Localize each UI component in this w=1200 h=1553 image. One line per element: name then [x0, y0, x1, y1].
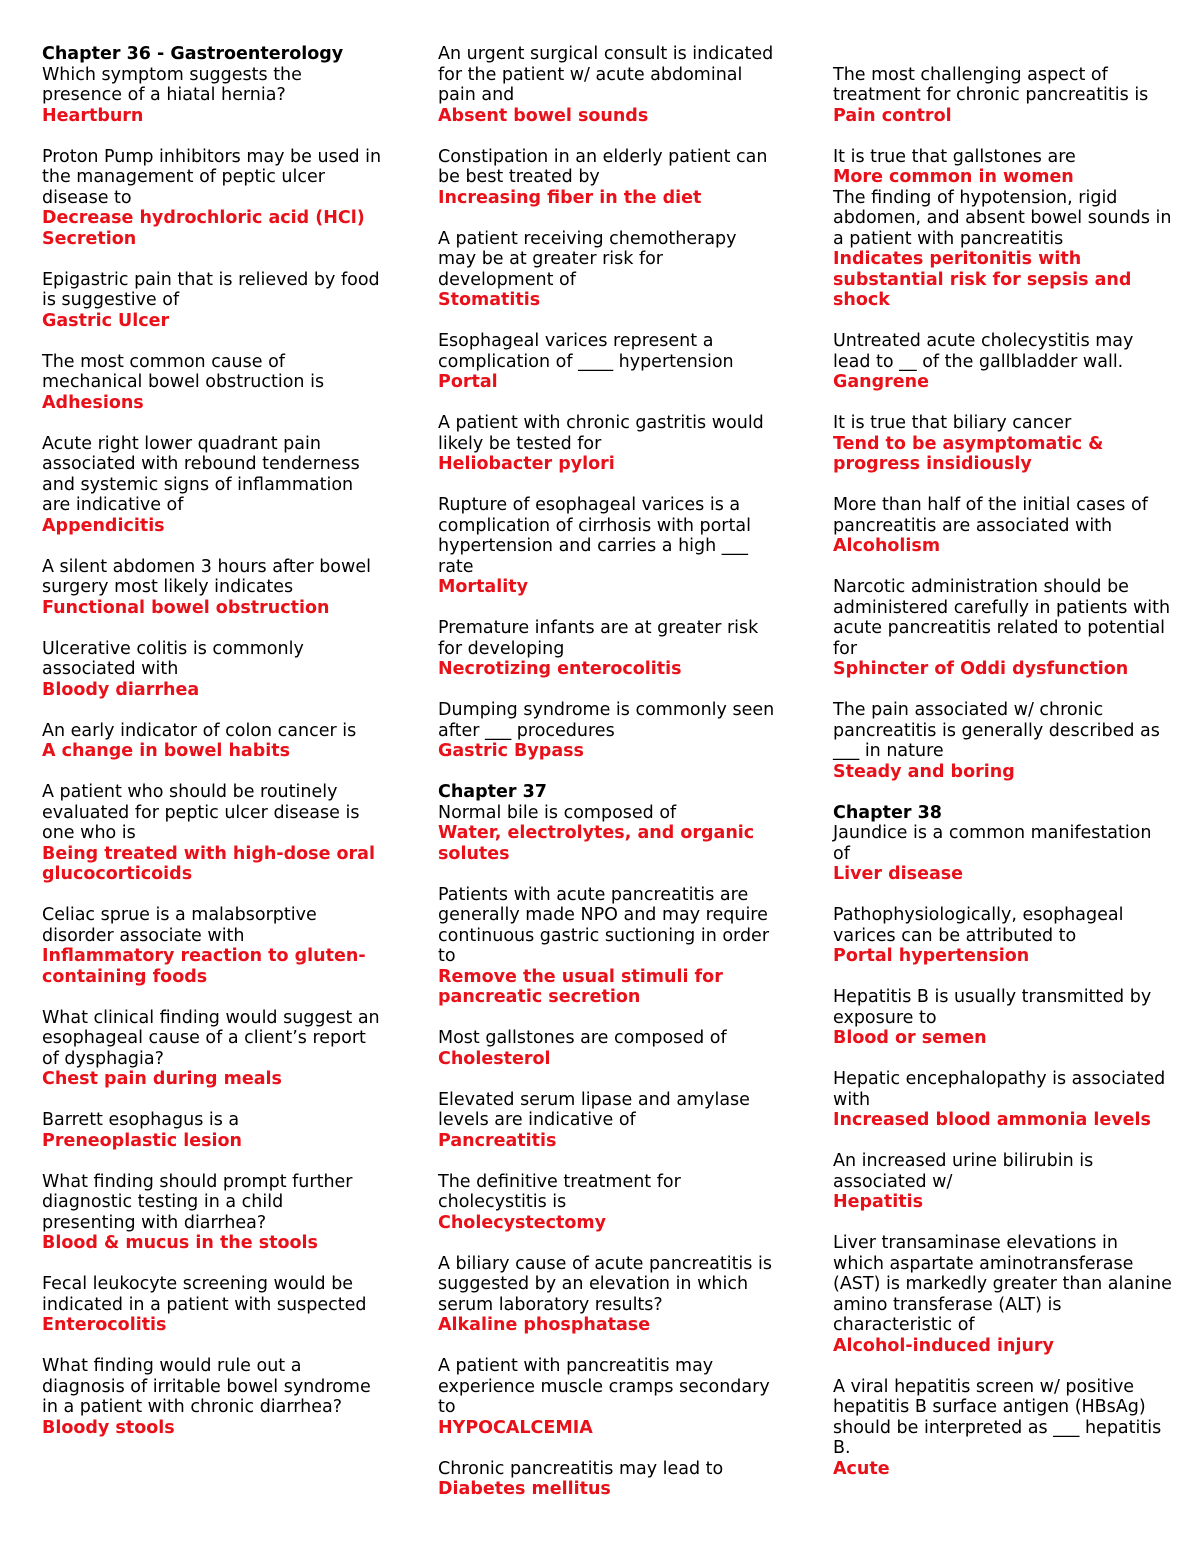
question-text: A viral hepatitis screen w/ positive hepatitis B surface antigen (HBsAg) should be interpreted as ___ hepatitis B.	[833, 1376, 1162, 1458]
question-text: Hepatitis B is usually transmitted by exposure to	[833, 987, 1152, 1028]
question-text: Liver transaminase elevations in which aspartate aminotransferase (AST) is markedly greater than alanine amino transferase (ALT) is characteristic of	[833, 1233, 1172, 1335]
qa-item	[42, 905, 382, 987]
question-text: Premature infants are at greater risk for developing	[438, 618, 759, 659]
column-3	[833, 44, 1173, 1500]
answer-text: Adhesions	[42, 392, 144, 413]
qa-item	[438, 1172, 778, 1234]
question-text: The definitive treatment for cholecystitis is	[438, 1171, 681, 1212]
qa-item	[438, 147, 778, 209]
answer-text: Necrotizing enterocolitis	[438, 659, 682, 679]
question-text: Rupture of esophageal varices is a complication of cirrhosis with portal hypertension and carries a high ___ rate	[438, 495, 751, 577]
column-1	[42, 44, 382, 1459]
question-text: A silent abdomen 3 hours after bowel surgery most likely indicates	[42, 556, 371, 597]
chapter-heading: Chapter 38	[833, 802, 942, 823]
qa-item	[833, 700, 1173, 782]
answer-text: Inflammatory reaction to gluten-containing foods	[42, 946, 366, 987]
question-text: Which symptom suggests the presence of a hiatal hernia?	[42, 64, 302, 105]
qa-item	[833, 331, 1173, 393]
question-text: What finding would rule out a diagnosis of irritable bowel syndrome in a patient with chronic diarrhea?	[42, 1356, 371, 1417]
answer-text: Decrease hydrochloric acid (HCl) Secretion	[42, 208, 365, 249]
answer-text: Blood & mucus in the stools	[42, 1233, 318, 1253]
qa-item	[833, 987, 1173, 1049]
qa-item	[438, 229, 778, 311]
qa-item	[42, 1110, 382, 1151]
question-text: The pain associated w/ chronic pancreatitis is generally described as ___ in nature	[833, 700, 1160, 761]
chapter-heading: Chapter 36 - Gastroenterology	[42, 44, 344, 64]
qa-item	[438, 413, 778, 475]
question-text: Epigastric pain that is relieved by food is suggestive of	[42, 269, 380, 310]
answer-text: Bloody diarrhea	[42, 679, 200, 700]
answer-text: Increased blood ammonia levels	[833, 1110, 1151, 1130]
qa-item	[42, 557, 382, 619]
qa-item	[833, 65, 1173, 127]
qa-item	[438, 1090, 778, 1152]
answer-text: Functional bowel obstruction	[42, 597, 330, 618]
question-text: Ulcerative colitis is commonly associated with	[42, 638, 304, 679]
answer-text: Tend to be asymptomatic & progress insidiously	[833, 433, 1104, 474]
answer-text: Pain control	[833, 105, 952, 126]
qa-item	[42, 1008, 382, 1090]
answer-text: Heliobacter pylori	[438, 454, 615, 474]
answer-text: Being treated with high-dose oral glucocorticoids	[42, 843, 375, 884]
qa-item	[438, 1459, 778, 1500]
answer-text: Alcohol-induced injury	[833, 1335, 1054, 1356]
question-text: Esophageal varices represent a complication of ____ hypertension	[438, 331, 734, 372]
qa-item	[42, 721, 382, 762]
question-text: Acute right lower quadrant pain associated with rebound tenderness and systemic signs of inflammation are indicative of	[42, 433, 360, 515]
question-text: Celiac sprue is a malabsorptive disorder associate with	[42, 905, 317, 946]
answer-text: Gastric Bypass	[438, 741, 584, 761]
question-text: It is true that biliary cancer	[833, 413, 1072, 433]
question-text: Jaundice is a common manifestation of	[833, 823, 1152, 864]
answer-text: Sphincter of Oddi dysfunction	[833, 659, 1129, 679]
answer-text: Heartburn	[42, 105, 144, 126]
qa-item	[42, 44, 382, 126]
question-text: Patients with acute pancreatitis are generally made NPO and may require continuous gastric suctioning in order to	[438, 884, 770, 966]
qa-item	[42, 1274, 382, 1336]
answer-text: Absent bowel sounds	[438, 105, 649, 126]
chapter-heading: Chapter 37	[438, 782, 547, 802]
answer-text: Increasing fiber in the diet	[438, 187, 702, 208]
answer-text: A change in bowel habits	[42, 741, 291, 761]
question-text: Elevated serum lipase and amylase levels are indicative of	[438, 1089, 750, 1130]
answer-text: Pancreatitis	[438, 1130, 557, 1151]
question-text: The finding of hypotension, rigid abdomen, and absent bowel sounds in a patient with pancreatitis	[833, 187, 1172, 249]
question-text: What finding should prompt further diagnostic testing in a child presenting with diarrhea?	[42, 1171, 353, 1233]
answer-text: Liver disease	[833, 864, 964, 884]
qa-item	[438, 1254, 778, 1336]
qa-item	[833, 803, 1173, 885]
answer-text: Portal hypertension	[833, 946, 1030, 966]
answer-text: Appendicitis	[42, 515, 165, 536]
answer-text: Alcoholism	[833, 536, 941, 556]
question-text: Narcotic administration should be administered carefully in patients with acute pancreatitis related to potential for	[833, 577, 1171, 659]
question-text: The most common cause of mechanical bowel obstruction is	[42, 351, 325, 392]
answer-text: Gangrene	[833, 372, 929, 392]
qa-item	[42, 352, 382, 414]
answer-text: Preneoplastic lesion	[42, 1130, 243, 1151]
question-text: Barrett esophagus is a	[42, 1110, 240, 1130]
question-text: Chronic pancreatitis may lead to	[438, 1458, 724, 1479]
question-text: Hepatic encephalopathy is associated with	[833, 1069, 1166, 1110]
qa-item	[42, 639, 382, 701]
qa-item	[833, 495, 1173, 557]
qa-item	[833, 147, 1173, 311]
question-text: Dumping syndrome is commonly seen after ___ procedures	[438, 700, 775, 741]
question-text: More than half of the initial cases of pancreatitis are associated with	[833, 495, 1148, 536]
answer-text: Blood or semen	[833, 1028, 987, 1048]
qa-item	[438, 700, 778, 762]
answer-text: Cholesterol	[438, 1048, 551, 1069]
answer-text: Cholecystectomy	[438, 1212, 607, 1233]
answer-text: Stomatitis	[438, 290, 541, 310]
question-text: A patient with pancreatitis may experience muscle cramps secondary to	[438, 1356, 770, 1417]
column-spacer	[833, 44, 1173, 65]
qa-item	[833, 1377, 1173, 1480]
answer-text: Chest pain during meals	[42, 1069, 282, 1089]
answer-text: Remove the usual stimuli for pancreatic secretion	[438, 966, 723, 1007]
question-text: A biliary cause of acute pancreatitis is suggested by an elevation in which serum laboratory results?	[438, 1253, 772, 1315]
answer-text: HYPOCALCEMIA	[438, 1417, 593, 1438]
question-text: An urgent surgical consult is indicated for the patient w/ acute abdominal pain and	[438, 44, 774, 105]
qa-item	[438, 1356, 778, 1438]
answer-text: Water, electrolytes, and organic solutes	[438, 823, 755, 864]
question-text: A patient with chronic gastritis would likely be tested for	[438, 413, 764, 454]
answer-text: Steady and boring	[833, 761, 1015, 782]
qa-item	[833, 1069, 1173, 1131]
qa-item	[42, 270, 382, 332]
answer-text: Enterocolitis	[42, 1315, 167, 1335]
answer-text: Diabetes mellitus	[438, 1479, 611, 1499]
answer-text: Alkaline phosphatase	[438, 1315, 651, 1335]
qa-item	[833, 413, 1173, 475]
qa-item	[438, 44, 778, 126]
answer-text: Mortality	[438, 577, 529, 597]
question-text: Proton Pump inhibitors may be used in the management of peptic ulcer disease to	[42, 146, 382, 208]
qa-item	[833, 1233, 1173, 1356]
answer-text: Hepatitis	[833, 1192, 923, 1212]
question-text: An increased urine bilirubin is associated w/	[833, 1151, 1094, 1192]
question-text: An early indicator of colon cancer is	[42, 720, 357, 741]
qa-item	[438, 618, 778, 680]
question-text: A patient receiving chemotherapy may be at greater risk for development of	[438, 228, 737, 290]
answer-text: Gastric Ulcer	[42, 310, 170, 331]
qa-item	[438, 495, 778, 598]
qa-item	[438, 331, 778, 393]
question-text: Fecal leukocyte screening would be indicated in a patient with suspected	[42, 1274, 367, 1315]
column-2	[438, 44, 778, 1520]
question-text: Constipation in an elderly patient can be best treated by	[438, 146, 768, 187]
qa-item	[42, 1356, 382, 1438]
qa-item	[42, 434, 382, 537]
answer-text: Acute	[833, 1458, 890, 1479]
question-text: It is true that gallstones are	[833, 146, 1076, 167]
qa-item	[438, 782, 778, 864]
qa-item	[438, 885, 778, 1008]
qa-item	[42, 782, 382, 885]
question-text: Pathophysiologically, esophageal varices can be attributed to	[833, 905, 1124, 946]
question-text: The most challenging aspect of treatment for chronic pancreatitis is	[833, 64, 1149, 105]
question-text: Most gallstones are composed of	[438, 1028, 727, 1048]
qa-item	[833, 905, 1173, 967]
question-text: A patient who should be routinely evaluated for peptic ulcer disease is one who is	[42, 782, 360, 843]
qa-item	[438, 1028, 778, 1069]
question-text: Untreated acute cholecystitis may lead to __ of the gallbladder wall.	[833, 331, 1134, 372]
question-text: What clinical finding would suggest an esophageal cause of a client’s report of dysphagia?	[42, 1007, 380, 1069]
answer-text: Indicates peritonitis with substantial risk for sepsis and shock	[833, 249, 1132, 310]
qa-item	[833, 577, 1173, 680]
answer-text: Portal	[438, 372, 498, 392]
qa-item	[833, 1151, 1173, 1213]
question-text: Normal bile is composed of	[438, 802, 677, 823]
qa-item	[42, 1172, 382, 1254]
answer-text: More common in women	[833, 167, 1074, 187]
qa-item	[42, 147, 382, 250]
answer-text: Bloody stools	[42, 1417, 175, 1438]
